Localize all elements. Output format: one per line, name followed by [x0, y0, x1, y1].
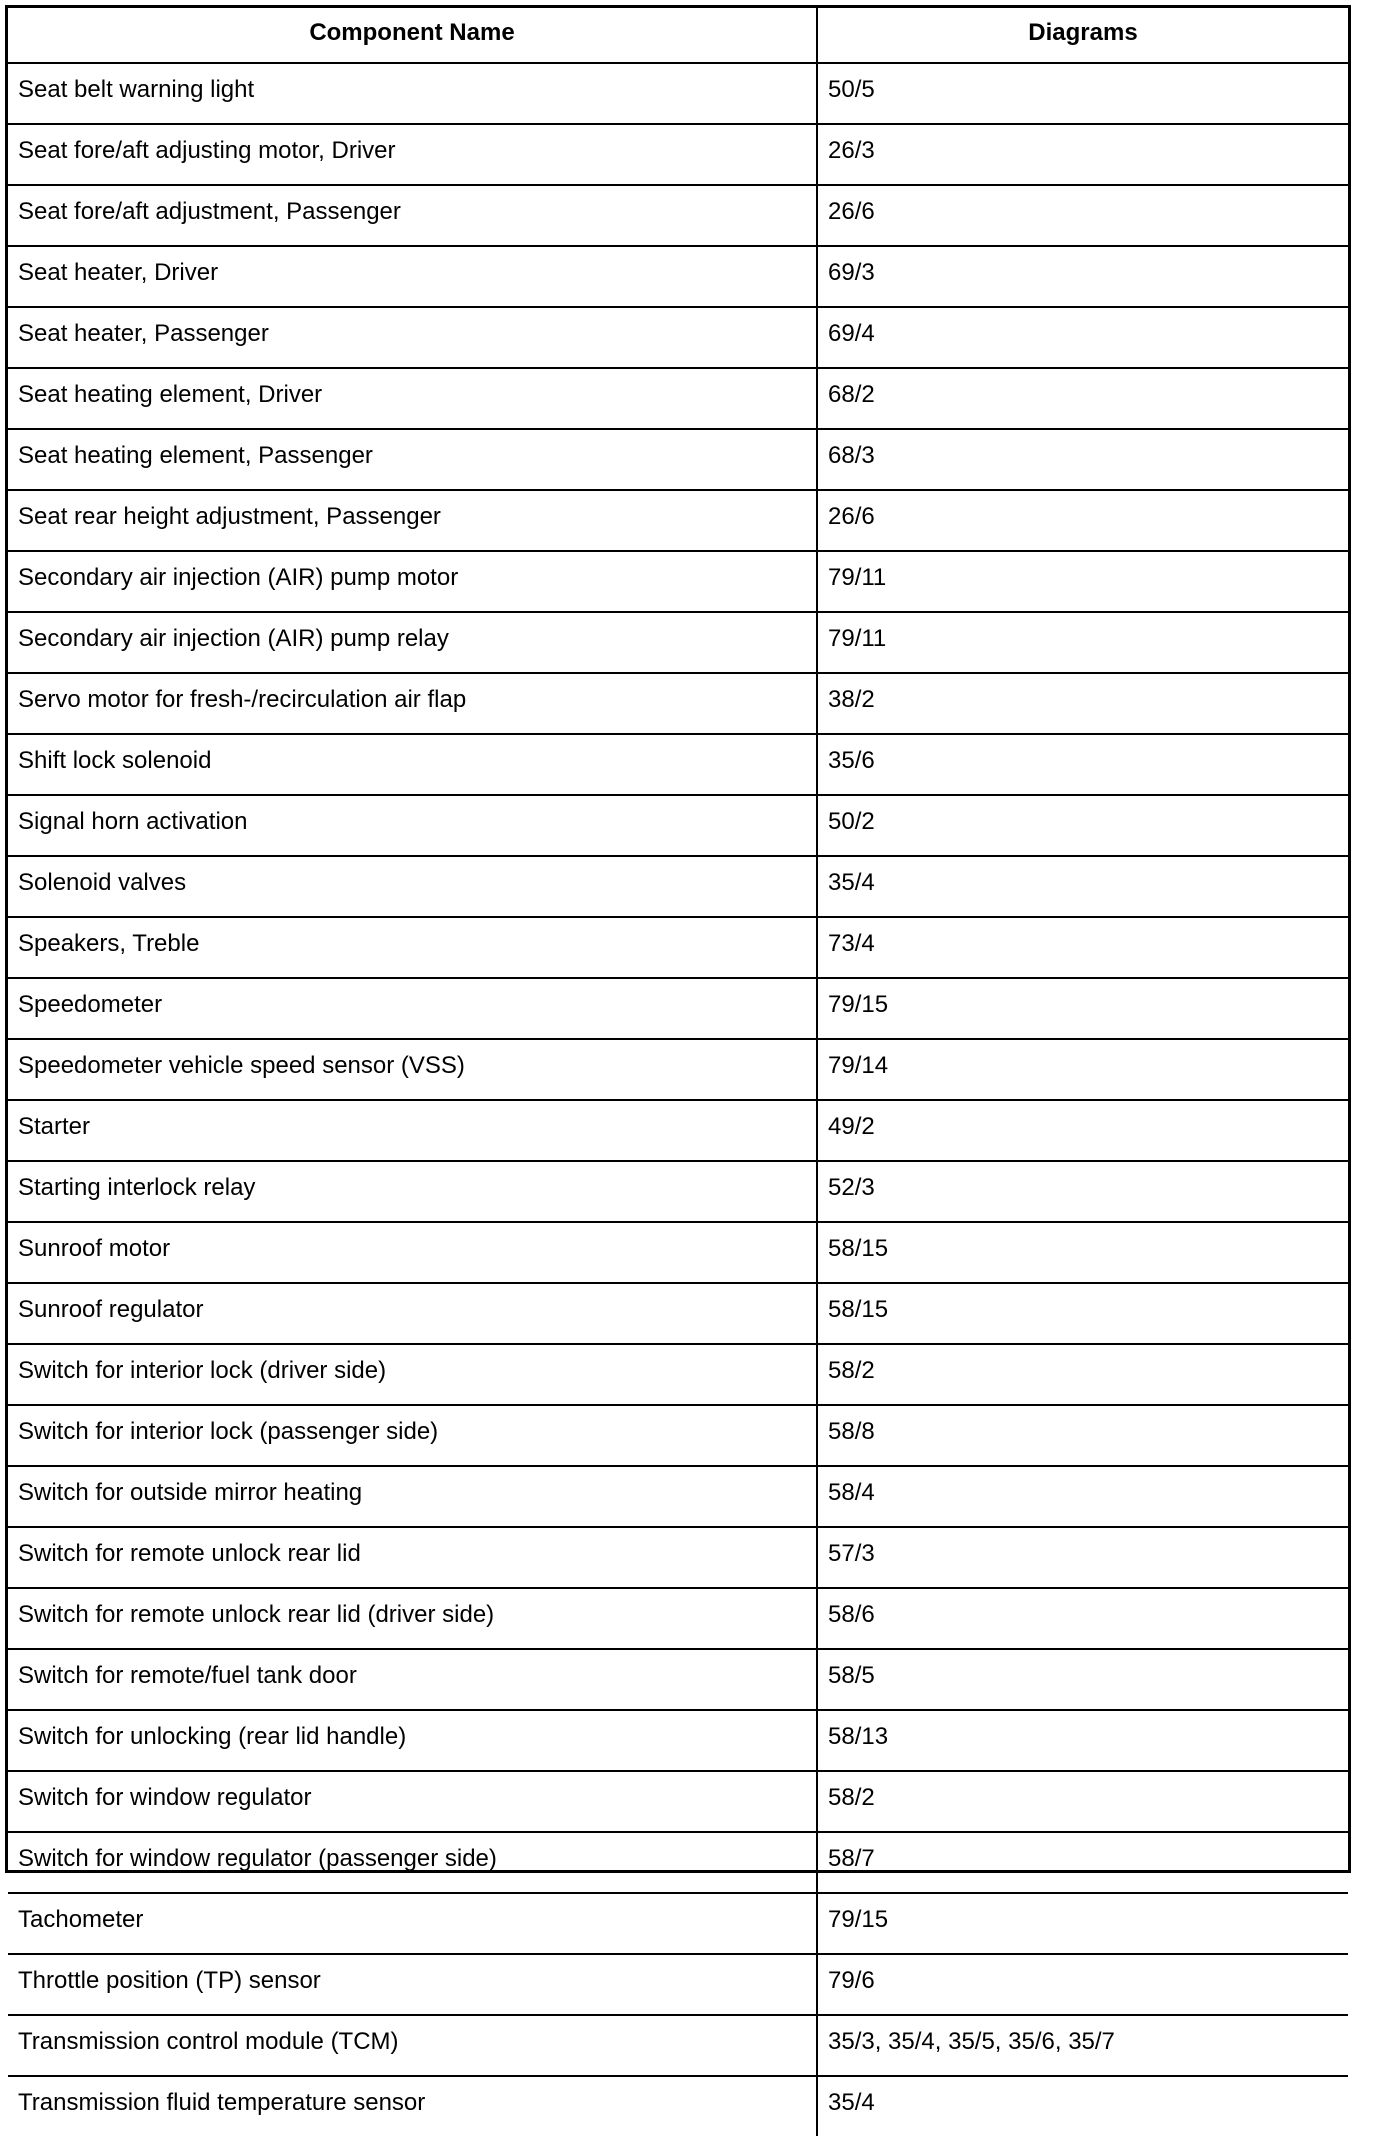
component-name-cell: Switch for interior lock (driver side) [8, 1344, 817, 1405]
diagram-ref-cell: 58/4 [817, 1466, 1348, 1527]
component-table-frame [5, 5, 1351, 2116]
table-row [8, 1710, 1348, 1771]
diagram-ref-cell: 79/11 [817, 551, 1348, 612]
component-name-cell: Sunroof regulator [8, 1283, 817, 1344]
diagram-ref-cell: 57/3 [817, 1527, 1348, 1588]
diagram-ref-cell: 58/13 [817, 1710, 1348, 1771]
component-name-cell: Tachometer [8, 1893, 817, 1954]
table-row [8, 429, 1348, 490]
component-name-cell: Secondary air injection (AIR) pump relay [8, 612, 817, 673]
table-row [8, 1893, 1348, 1954]
diagram-ref-cell: 58/6 [817, 1588, 1348, 1649]
table-row [8, 1649, 1348, 1710]
table-row [8, 673, 1348, 734]
component-diagram-table [8, 8, 1348, 2136]
table-row [8, 856, 1348, 917]
component-name-cell: Transmission fluid temperature sensor [8, 2076, 817, 2136]
table-row [8, 1405, 1348, 1466]
diagram-ref-cell: 58/15 [817, 1283, 1348, 1344]
diagram-ref-cell: 58/5 [817, 1649, 1348, 1710]
component-name-cell: Switch for window regulator (passenger side) [8, 1832, 817, 1893]
table-row [8, 1588, 1348, 1649]
component-name-cell: Seat fore/aft adjustment, Passenger [8, 185, 817, 246]
diagram-ref-cell: 79/11 [817, 612, 1348, 673]
table-row [8, 1344, 1348, 1405]
component-name-cell: Switch for remote unlock rear lid (driver side) [8, 1588, 817, 1649]
table-row [8, 124, 1348, 185]
diagram-ref-cell: 35/4 [817, 2076, 1348, 2136]
component-name-cell: Servo motor for fresh-/recirculation air flap [8, 673, 817, 734]
component-name-cell: Seat belt warning light [8, 63, 817, 124]
table-row [8, 612, 1348, 673]
table-row [8, 2015, 1348, 2076]
diagram-ref-cell: 38/2 [817, 673, 1348, 734]
component-name-cell: Speedometer [8, 978, 817, 1039]
diagram-ref-cell: 58/2 [817, 1344, 1348, 1405]
table-row [8, 2076, 1348, 2136]
component-name-cell: Seat heating element, Passenger [8, 429, 817, 490]
component-name-cell: Solenoid valves [8, 856, 817, 917]
table-row [8, 1283, 1348, 1344]
component-name-cell: Transmission control module (TCM) [8, 2015, 817, 2076]
diagram-ref-cell: 69/3 [817, 246, 1348, 307]
component-name-cell: Seat heating element, Driver [8, 368, 817, 429]
component-name-cell: Shift lock solenoid [8, 734, 817, 795]
table-row [8, 734, 1348, 795]
table-row [8, 1954, 1348, 2015]
table-row [8, 1771, 1348, 1832]
diagram-ref-cell: 69/4 [817, 307, 1348, 368]
header-diagrams: Diagrams [817, 8, 1348, 63]
diagram-ref-cell: 79/15 [817, 978, 1348, 1039]
component-name-cell: Signal horn activation [8, 795, 817, 856]
component-name-cell: Seat fore/aft adjusting motor, Driver [8, 124, 817, 185]
diagram-ref-cell: 79/14 [817, 1039, 1348, 1100]
table-row [8, 1161, 1348, 1222]
table-row [8, 307, 1348, 368]
diagram-ref-cell: 79/15 [817, 1893, 1348, 1954]
component-name-cell: Switch for window regulator [8, 1771, 817, 1832]
diagram-ref-cell: 35/6 [817, 734, 1348, 795]
diagram-ref-cell: 35/3, 35/4, 35/5, 35/6, 35/7 [817, 2015, 1348, 2076]
diagram-ref-cell: 52/3 [817, 1161, 1348, 1222]
diagram-ref-cell: 68/2 [817, 368, 1348, 429]
diagram-ref-cell: 58/15 [817, 1222, 1348, 1283]
diagram-ref-cell: 50/5 [817, 63, 1348, 124]
component-name-cell: Speedometer vehicle speed sensor (VSS) [8, 1039, 817, 1100]
component-name-cell: Switch for interior lock (passenger side) [8, 1405, 817, 1466]
table-row [8, 1466, 1348, 1527]
component-name-cell: Switch for outside mirror heating [8, 1466, 817, 1527]
diagram-ref-cell: 58/2 [817, 1771, 1348, 1832]
component-name-cell: Switch for unlocking (rear lid handle) [8, 1710, 817, 1771]
table-row [8, 368, 1348, 429]
component-name-cell: Secondary air injection (AIR) pump motor [8, 551, 817, 612]
table-row [8, 63, 1348, 124]
component-name-cell: Seat heater, Driver [8, 246, 817, 307]
table-row [8, 551, 1348, 612]
diagram-ref-cell: 79/6 [817, 1954, 1348, 2015]
table-row [8, 185, 1348, 246]
table-row [8, 917, 1348, 978]
header-component-name: Component Name [8, 8, 817, 63]
diagram-ref-cell: 26/6 [817, 490, 1348, 551]
table-row [8, 978, 1348, 1039]
component-name-cell: Starter [8, 1100, 817, 1161]
table-row [8, 795, 1348, 856]
component-name-cell: Sunroof motor [8, 1222, 817, 1283]
diagram-ref-cell: 68/3 [817, 429, 1348, 490]
diagram-ref-cell: 26/3 [817, 124, 1348, 185]
table-row [8, 1039, 1348, 1100]
component-name-cell: Switch for remote unlock rear lid [8, 1527, 817, 1588]
table-header-row [8, 8, 1348, 63]
component-name-cell: Speakers, Treble [8, 917, 817, 978]
table-row [8, 490, 1348, 551]
table-row [8, 1222, 1348, 1283]
diagram-ref-cell: 35/4 [817, 856, 1348, 917]
diagram-ref-cell: 58/8 [817, 1405, 1348, 1466]
table-row [8, 1100, 1348, 1161]
diagram-ref-cell: 26/6 [817, 185, 1348, 246]
diagram-ref-cell: 49/2 [817, 1100, 1348, 1161]
component-name-cell: Seat heater, Passenger [8, 307, 817, 368]
diagram-ref-cell: 50/2 [817, 795, 1348, 856]
component-name-cell: Starting interlock relay [8, 1161, 817, 1222]
component-name-cell: Switch for remote/fuel tank door [8, 1649, 817, 1710]
component-name-cell: Seat rear height adjustment, Passenger [8, 490, 817, 551]
table-row [8, 1527, 1348, 1588]
component-name-cell: Throttle position (TP) sensor [8, 1954, 817, 2015]
diagram-ref-cell: 58/7 [817, 1832, 1348, 1893]
diagram-ref-cell: 73/4 [817, 917, 1348, 978]
table-row [8, 246, 1348, 307]
